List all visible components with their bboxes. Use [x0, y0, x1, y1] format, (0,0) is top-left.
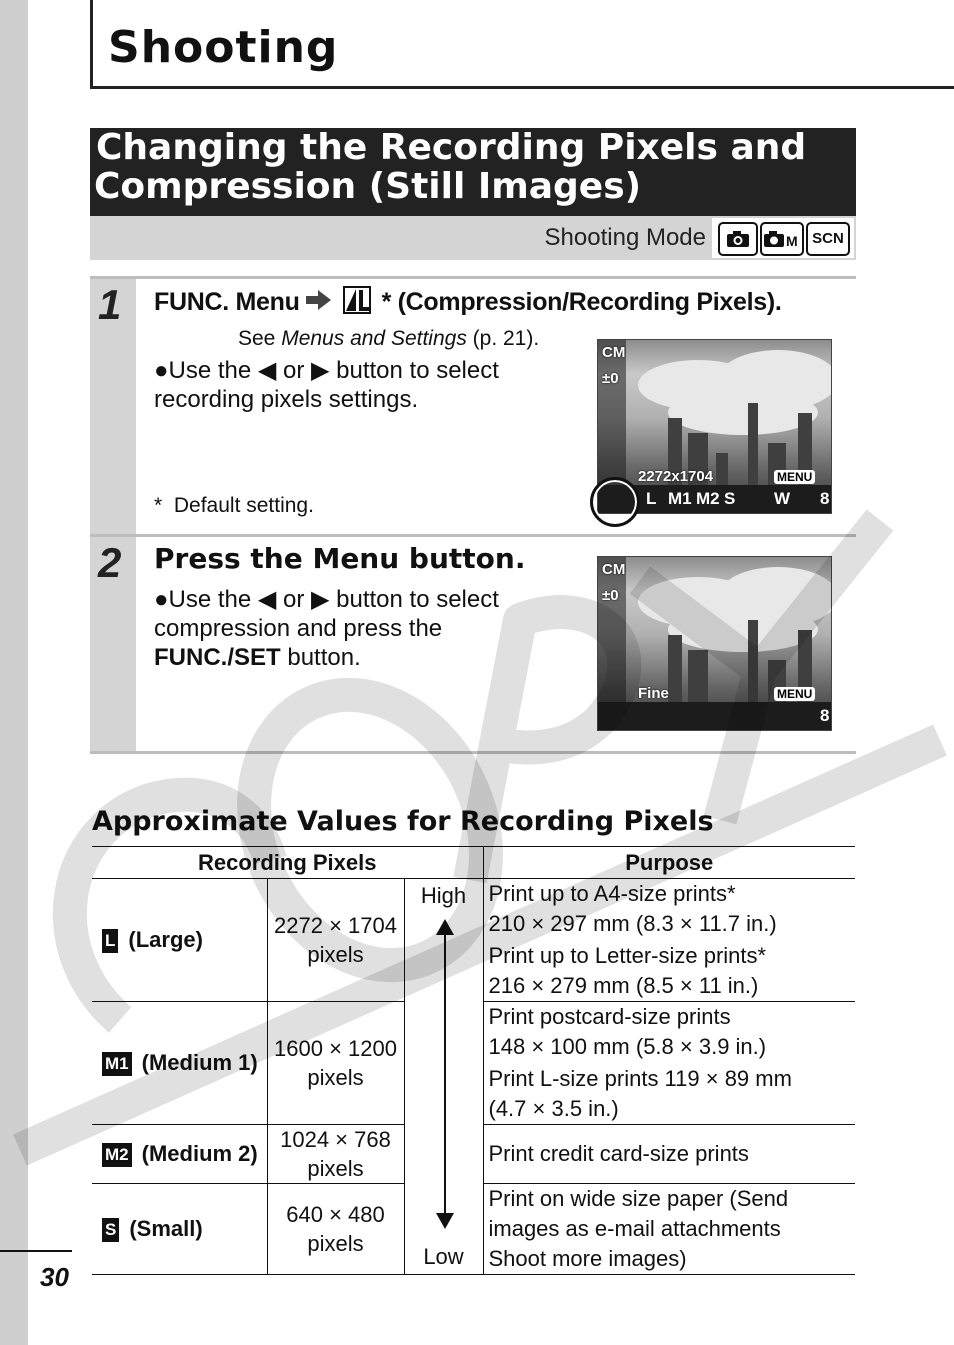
svg-text:M: M — [786, 233, 798, 248]
pixels-value: 1600 × 1200 — [274, 1036, 397, 1061]
lcd-count: 8 — [820, 489, 830, 508]
step2-heading: Press the Menu button. — [154, 542, 526, 575]
lcd-screen-compression — [597, 556, 832, 731]
purpose-line: 216 × 279 mm (8.5 × 11 in.) — [488, 973, 759, 998]
page-title-line2: Compression (Still Images) — [94, 166, 642, 207]
lcd-mode-text: CM — [602, 344, 626, 361]
pixels-cell — [267, 1125, 404, 1184]
size-medium1-icon: M1 — [102, 1052, 132, 1076]
size-small-icon: S — [102, 1218, 119, 1242]
size-label: (Medium 1) — [141, 1050, 258, 1076]
size-cell — [92, 1002, 267, 1125]
purpose-line: Print credit card-size prints — [488, 1141, 749, 1166]
scale-high-label: High — [420, 883, 467, 908]
purpose-line: 148 × 100 mm (5.8 × 3.9 in.) — [488, 1034, 767, 1059]
page-title-line1: Changing the Recording Pixels and — [96, 127, 807, 168]
step1-instruction: ●Use the ◀ or ▶ button to select recording pixels settings. — [154, 357, 499, 413]
pixels-value: 2272 × 1704 — [274, 913, 397, 938]
pixels-unit: pixels — [307, 1156, 364, 1181]
step1-number-column — [90, 279, 136, 535]
purpose-line: Print postcard-size prints — [488, 1004, 731, 1029]
scale-double-arrow-icon — [435, 919, 455, 1229]
step1-reference — [238, 327, 539, 351]
lcd-menu-tag: MENU — [774, 470, 815, 484]
size-cell — [92, 1125, 267, 1184]
recording-pixels-table — [92, 846, 855, 1275]
pixels-value: 640 × 480 — [286, 1202, 385, 1227]
purpose-line: Print on wide size paper (Send — [488, 1186, 789, 1211]
size-large-icon: L — [102, 929, 118, 953]
purpose-cell — [483, 1125, 855, 1184]
purpose-cell — [483, 1002, 855, 1125]
camera-manual-icon — [760, 222, 804, 256]
size-cell — [92, 879, 267, 1002]
step2-instruction-end: button. — [280, 644, 361, 671]
step2-number-column — [90, 537, 136, 751]
quality-scale-cell — [404, 879, 483, 1275]
header-purpose: Purpose — [483, 847, 855, 879]
lcd2-menu-tag: MENU — [774, 687, 815, 701]
table-title: Approximate Values for Recording Pixels — [92, 806, 714, 837]
lcd2-exposure-text: ±0 — [602, 587, 619, 604]
lcd-size-w: W — [774, 489, 791, 508]
shooting-mode-label: Shooting Mode — [544, 224, 706, 251]
step1-footnote — [154, 494, 314, 518]
func-set-button-label: FUNC./SET — [154, 644, 281, 671]
step2-bottom-rule — [90, 751, 856, 754]
scn-mode-icon: SCN — [806, 222, 850, 256]
page-number: 30 — [40, 1262, 69, 1292]
lcd2-mode-text: CM — [602, 561, 626, 578]
camera-icon — [718, 222, 758, 256]
page-number-rule — [0, 1250, 72, 1252]
purpose-line: Print L-size prints 119 × 89 mm — [488, 1066, 792, 1091]
purpose-line: 210 × 297 mm (8.3 × 11.7 in.) — [488, 911, 777, 936]
step1-number: 1 — [98, 281, 122, 328]
pixels-cell — [267, 1002, 404, 1125]
lcd2-quality-text: Fine — [638, 685, 669, 702]
section-title: Shooting — [108, 22, 339, 73]
arrow-right-icon — [306, 289, 332, 318]
shooting-mode-icons — [712, 218, 854, 258]
pixels-cell — [267, 1184, 404, 1275]
step2-instruction-text: ●Use the ◀ or ▶ button to select compression and press the — [154, 586, 499, 642]
lcd2-bottom-bar — [598, 702, 831, 730]
step1-heading-func-menu: FUNC. Menu — [154, 288, 300, 317]
header-recording-pixels: Recording Pixels — [92, 847, 483, 879]
size-label: (Small) — [129, 1216, 203, 1242]
purpose-line: Print up to A4-size prints* — [488, 881, 736, 906]
size-cell — [92, 1184, 267, 1275]
size-medium2-icon: M2 — [102, 1143, 132, 1167]
page-title — [96, 128, 806, 206]
step1-heading-text: * (Compression/Recording Pixels). — [381, 288, 782, 317]
page-title-band — [90, 128, 856, 216]
lcd-size-l: L — [646, 489, 657, 508]
size-label: (Medium 2) — [141, 1141, 258, 1167]
purpose-line: Shoot more images) — [488, 1246, 687, 1271]
see-prefix: See — [238, 327, 282, 350]
step2-instruction — [154, 585, 574, 672]
side-margin-bar — [0, 0, 28, 1345]
size-label: (Large) — [128, 927, 203, 953]
pixels-cell — [267, 879, 404, 1002]
purpose-line: Print up to Letter-size prints* — [488, 943, 767, 968]
step1-heading — [154, 286, 782, 321]
lcd-exposure-text: ±0 — [602, 370, 619, 387]
lcd2-count: 8 — [820, 706, 830, 725]
purpose-cell — [483, 879, 855, 1002]
table-row — [92, 879, 855, 1002]
compression-icon — [343, 286, 371, 321]
pixels-unit: pixels — [307, 1065, 364, 1090]
see-link-text: Menus and Settings — [281, 327, 467, 350]
lcd-resolution-text: 2272x1704 — [638, 468, 714, 485]
step2-number: 2 — [98, 539, 122, 586]
see-suffix: (p. 21). — [466, 327, 540, 350]
pixels-unit: pixels — [307, 1231, 364, 1256]
table-header-row — [92, 847, 855, 879]
purpose-line: (4.7 × 3.5 in.) — [488, 1096, 619, 1121]
pixels-unit: pixels — [307, 942, 364, 967]
purpose-line: images as e-mail attachments — [488, 1216, 781, 1241]
section-rule-vertical — [90, 0, 93, 88]
pixels-value: 1024 × 768 — [280, 1127, 391, 1152]
section-rule-horizontal — [90, 86, 954, 89]
purpose-cell — [483, 1184, 855, 1275]
footnote-text: Default setting. — [173, 494, 314, 517]
lcd-size-s: S — [724, 489, 736, 508]
scale-low-label: Low — [423, 1244, 464, 1269]
lcd-size-m1: M1 — [668, 489, 692, 508]
footnote-star: * — [154, 494, 163, 517]
selection-highlight-ring — [590, 477, 640, 527]
lcd-size-m2: M2 — [696, 489, 720, 508]
